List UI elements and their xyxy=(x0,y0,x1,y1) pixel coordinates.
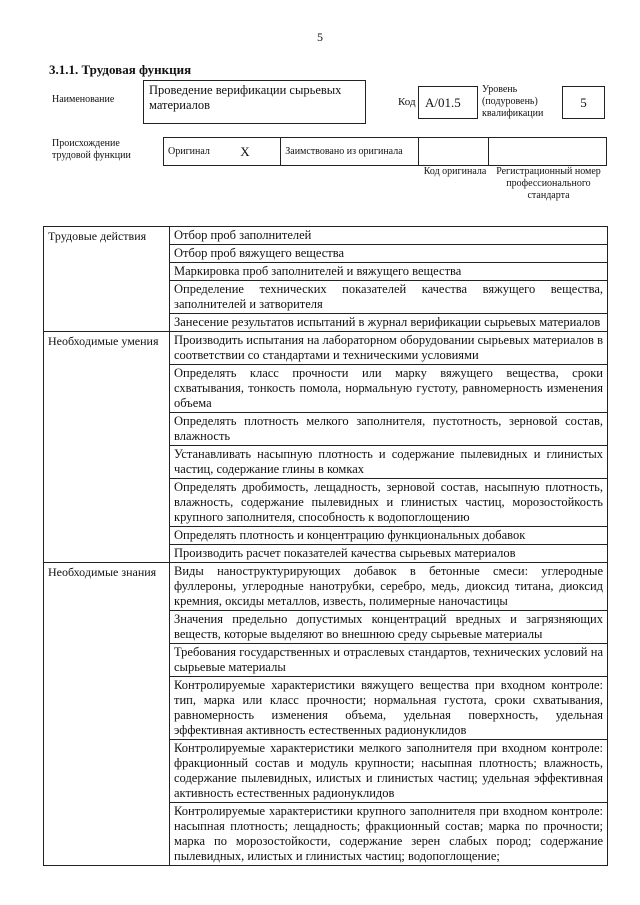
table-row xyxy=(44,563,608,611)
list-item: Контролируемые характеристики вяжущего вещества при входном контроле: тип, марка или класс прочности; нормальная густота, сроки схватывания, равномерность изменения объема, удельная поверхность, удельная эффективная активность естественных радионуклидов xyxy=(170,677,608,740)
section-heading: Трудовые действия xyxy=(44,227,170,332)
list-item: Отбор проб вяжущего вещества xyxy=(170,245,608,263)
list-item: Производить испытания на лабораторном оборудовании сырьевых материалов в соответствии со стандартами и техническими условиями xyxy=(170,332,608,365)
original-code-cell xyxy=(418,138,488,166)
list-item: Маркировка проб заполнителей и вяжущего вещества xyxy=(170,263,608,281)
list-item: Определение технических показателей качества вяжущего вещества, заполнителей и затворителя xyxy=(170,281,608,314)
original-mark: X xyxy=(236,138,280,166)
code-field: А/01.5 xyxy=(418,86,478,119)
borrowed-label: Заимствовано из оригинала xyxy=(281,138,419,166)
section-heading: Необходимые знания xyxy=(44,563,170,866)
section-title: 3.1.1. Трудовая функция xyxy=(49,62,192,77)
origin-label: Происхождение трудовой функции xyxy=(52,138,131,161)
list-item: Занесение результатов испытаний в журнал верификации сырьевых материалов xyxy=(170,314,608,332)
labor-function-table xyxy=(43,226,608,866)
list-item: Контролируемые характеристики мелкого заполнителя при входном контроле: фракционный состав и модуль крупности; насыпная плотность; влажность, содержание пылевидных, илистых и глинистых частиц; удельная эффективная активность естественных радионуклидов xyxy=(170,740,608,803)
qualification-level-field: 5 xyxy=(562,86,605,119)
registration-number-caption: Регистрационный номер профессионального стандарта xyxy=(496,166,601,201)
list-item: Виды наноструктурирующих добавок в бетонные смеси: углеродные фуллероны, углеродные нанотрубки, серебро, медь, диоксид титана, диоксид кремния, оксиды металлов, известь, полимерные наночастицы xyxy=(170,563,608,611)
original-label: Оригинал xyxy=(164,138,237,166)
list-item: Производить расчет показателей качества сырьевых материалов xyxy=(170,545,608,563)
list-item: Требования государственных и отраслевых стандартов, технических условий на сырьевые материалы xyxy=(170,644,608,677)
list-item: Устанавливать насыпную плотность и содержание пылевидных и глинистых частиц, содержание глины в комках xyxy=(170,446,608,479)
page-number: 5 xyxy=(317,30,323,44)
registration-number-cell xyxy=(489,138,607,166)
section-heading: Необходимые умения xyxy=(44,332,170,563)
original-code-caption: Код оригинала xyxy=(423,166,487,177)
table-row xyxy=(44,227,608,245)
code-label: Код xyxy=(398,96,416,108)
list-item: Контролируемые характеристики крупного заполнителя при входном контроле: насыпная плотность; лещадность; фракционный состав; марка по прочности; марка по морозостойкости, содержание зерен слабых пород; содержание пылевидных, илистых и глинистых частиц; водопоглощение; xyxy=(170,803,608,866)
list-item: Значения предельно допустимых концентраций вредных и загрязняющих веществ, которые выделяют во внешнюю среду сырьевые материалы xyxy=(170,611,608,644)
list-item: Отбор проб заполнителей xyxy=(170,227,608,245)
qualification-level-label: Уровень (подуровень) квалификации xyxy=(482,84,544,119)
function-name-field: Проведение верификации сырьевых материалов xyxy=(143,80,366,124)
table-row xyxy=(44,332,608,365)
list-item: Определять плотность и концентрацию функциональных добавок xyxy=(170,527,608,545)
name-label: Наименование xyxy=(52,94,115,105)
list-item: Определять дробимость, лещадность, зерновой состав, насыпную плотность, влажность, содержание пылевидных и глинистых частиц, морозостойкость крупного заполнителя, способность к водопоглощению xyxy=(170,479,608,527)
list-item: Определять плотность мелкого заполнителя, пустотность, зерновой состав, влажность xyxy=(170,413,608,446)
origin-table xyxy=(163,137,607,166)
list-item: Определять класс прочности или марку вяжущего вещества, сроки схватывания, тонкость помола, нормальную густоту, равномерность изменения объема xyxy=(170,365,608,413)
